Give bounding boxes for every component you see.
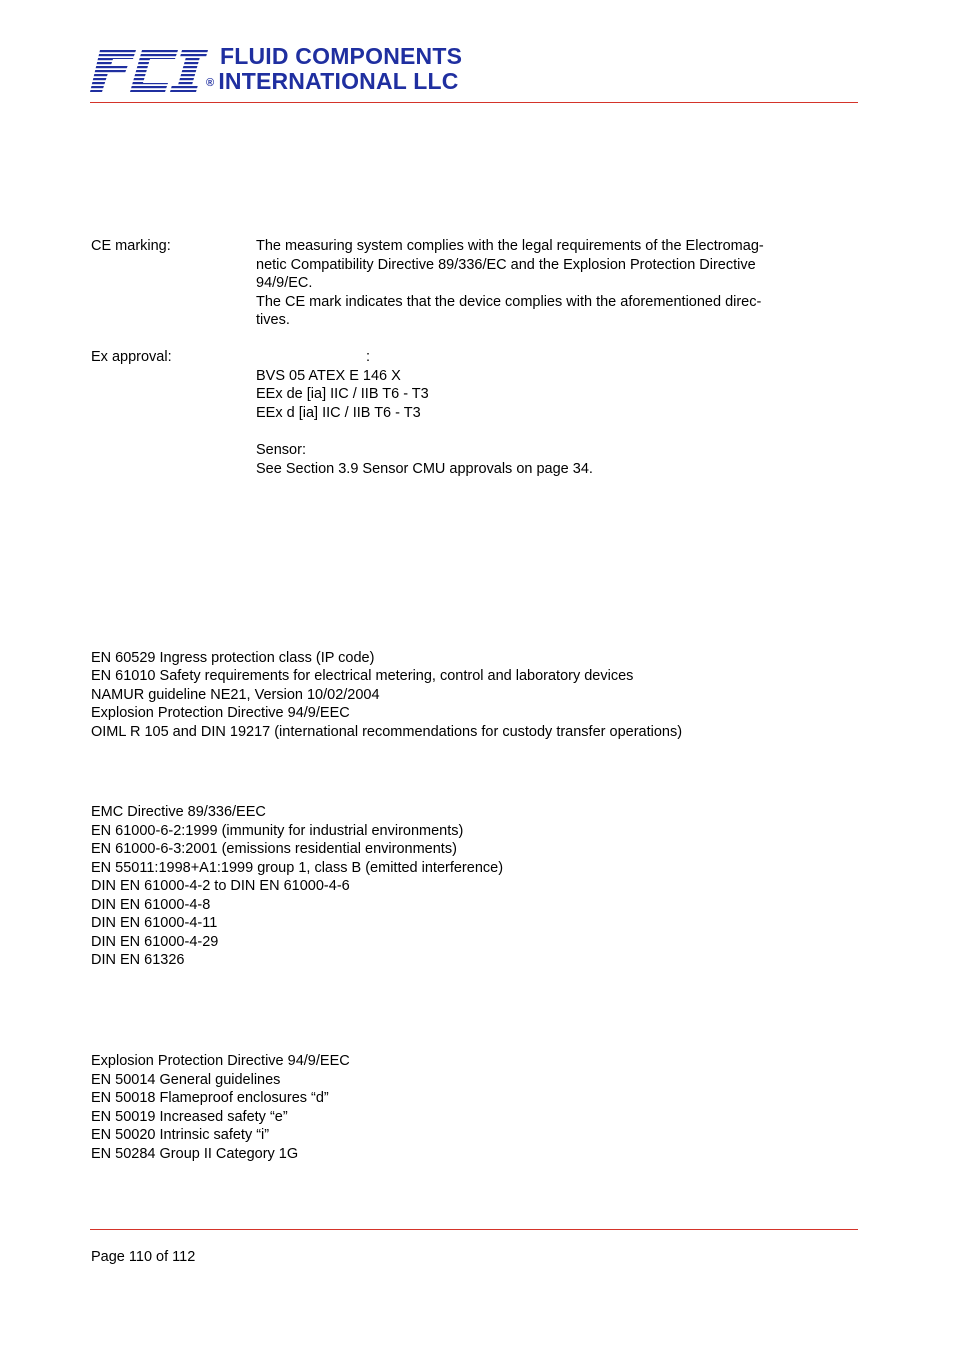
ex-text-line: EEx de [ia] IIC / IIB T6 - T3 — [256, 386, 429, 402]
explosion-item: EN 50014 General guidelines — [91, 1071, 281, 1088]
emc-item: EN 61000-6-2:1999 (immunity for industrial environments) — [91, 822, 464, 839]
ce-text-line: The CE mark indicates that the device complies with the aforementioned direc- — [256, 293, 762, 310]
explosion-item: EN 50020 Intrinsic safety “i” — [91, 1127, 270, 1143]
ce-text-line: netic Compatibility Directive 89/336/EC and the Explosion Protection Directive — [256, 256, 756, 273]
footer-rule — [90, 1229, 858, 1230]
explosion-item: EN 50019 Increased safety “e” — [91, 1108, 288, 1125]
registered-mark: ® — [206, 76, 215, 89]
emc-item: EMC Directive 89/336/EEC — [91, 804, 266, 820]
emc-item: EN 55011:1998+A1:1999 group 1, class B (emitted interference) — [91, 859, 504, 876]
ex-text-line: : — [366, 349, 371, 365]
ex-text-line: BVS 05 ATEX E 146 X — [256, 367, 401, 384]
explosion-item: Explosion Protection Directive 94/9/EEC — [91, 1053, 350, 1069]
logo-text-line2-label: INTERNATIONAL LLC — [218, 68, 459, 94]
standard-item: EN 60529 Ingress protection class (IP code) — [91, 649, 375, 666]
ex-approval-label: Ex approval: — [91, 349, 172, 365]
standard-item: OIML R 105 and DIN 19217 (international recommendations for custody transfer operations) — [91, 723, 683, 740]
standard-item: NAMUR guideline NE21, Version 10/02/2004 — [91, 686, 380, 703]
emc-item: DIN EN 61000-4-11 — [91, 915, 218, 931]
explosion-item: EN 50284 Group II Category 1G — [91, 1145, 299, 1162]
header-rule — [90, 102, 858, 103]
emc-item: DIN EN 61326 — [91, 952, 185, 968]
emc-item: DIN EN 61000-4-8 — [91, 896, 211, 913]
ce-marking-label: CE marking: — [91, 238, 171, 254]
emc-item: EN 61000-6-3:2001 (emissions residential environments) — [91, 841, 457, 857]
logo-text-line2 — [206, 68, 471, 95]
ex-text-line: See Section 3.9 Sensor CMU approvals on page 34. — [256, 460, 593, 477]
standard-item: EN 61010 Safety requirements for electrical metering, control and laboratory devices — [91, 668, 634, 684]
company-logo — [90, 44, 490, 96]
ex-text-line: EEx d [ia] IIC / IIB T6 - T3 — [256, 404, 421, 421]
ce-text-line: The measuring system complies with the legal requirements of the Electromag- — [256, 238, 764, 254]
emc-item: DIN EN 61000-4-2 to DIN EN 61000-4-6 — [91, 878, 350, 894]
ex-text-line: Sensor: — [256, 442, 306, 458]
ce-text-line: tives. — [256, 312, 290, 328]
logo-text-line1: FLUID COMPONENTS — [220, 43, 463, 69]
ce-text-line: 94/9/EC. — [256, 275, 313, 291]
emc-item: DIN EN 61000-4-29 — [91, 933, 219, 950]
explosion-item: EN 50018 Flameproof enclosures “d” — [91, 1090, 329, 1106]
page-number: Page 110 of 112 — [91, 1249, 196, 1265]
standard-item: Explosion Protection Directive 94/9/EEC — [91, 705, 350, 721]
fci-logo-mark — [90, 46, 216, 96]
